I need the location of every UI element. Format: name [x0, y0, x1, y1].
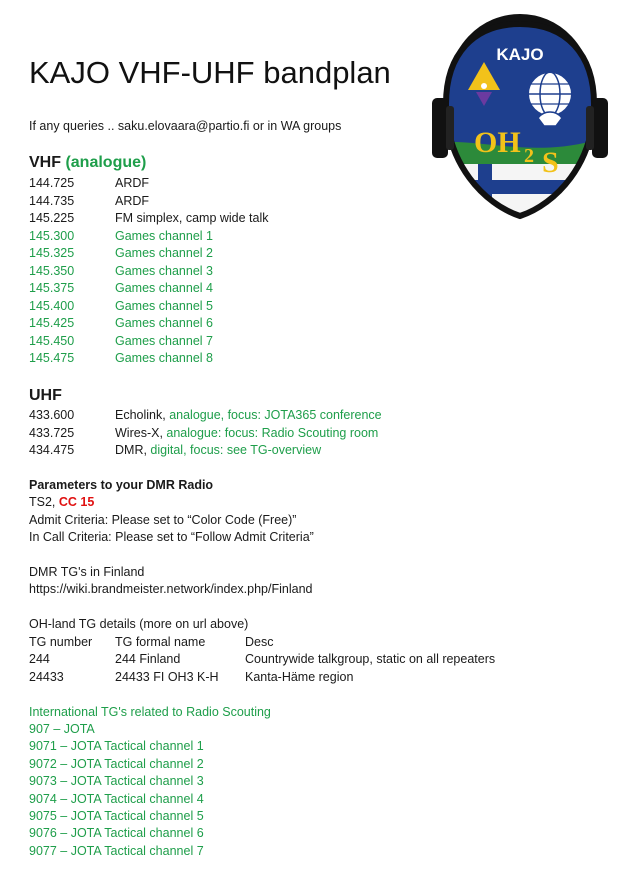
channel-frequency: 144.735 — [29, 193, 75, 208]
vhf-channel-row — [29, 194, 589, 209]
vhf-channel-row — [29, 211, 589, 226]
channel-frequency: 145.300 — [29, 228, 75, 243]
table-row — [29, 670, 589, 685]
channel-details — [115, 408, 382, 423]
channel-mode: DMR, — [115, 443, 151, 457]
list-item: 9071 – JOTA Tactical channel 1 — [29, 739, 204, 754]
dmr-timeslot-line — [29, 495, 94, 510]
brandmeister-url[interactable]: https://wiki.brandmeister.network/index.php/Finland — [29, 582, 313, 596]
page-title: KAJO VHF-UHF bandplan — [29, 55, 391, 90]
channel-description: ARDF — [115, 193, 150, 208]
col-tg-formal-name: TG formal name — [115, 635, 206, 649]
svg-text:KAJO: KAJO — [496, 45, 544, 64]
channel-frequency: 145.375 — [29, 281, 75, 295]
vhf-channel-row — [29, 334, 589, 349]
tg-number: 244 — [29, 652, 50, 666]
uhf-channel-row — [29, 426, 589, 441]
svg-text:2: 2 — [524, 145, 534, 167]
list-item: 9073 – JOTA Tactical channel 3 — [29, 774, 204, 789]
list-item: 9072 – JOTA Tactical channel 2 — [29, 756, 204, 771]
list-item: 9076 – JOTA Tactical channel 6 — [29, 826, 204, 841]
channel-frequency: 145.425 — [29, 316, 75, 330]
channel-description: Games channel 3 — [115, 263, 213, 278]
tg-desc: Countrywide talkgroup, static on all repeaters — [245, 652, 496, 666]
channel-description: Games channel 1 — [115, 228, 213, 243]
channel-frequency: 145.450 — [29, 333, 75, 348]
channel-frequency: 144.725 — [29, 176, 75, 190]
dmr-params-heading: Parameters to your DMR Radio — [29, 478, 214, 492]
vhf-heading-label: VHF — [29, 154, 61, 171]
svg-text:OH: OH — [474, 126, 521, 159]
uhf-heading: UHF — [29, 387, 62, 404]
channel-mode: Wires-X, — [115, 425, 167, 440]
channel-description: Games channel 6 — [115, 316, 213, 330]
vhf-channel-row — [29, 299, 589, 314]
channel-details — [115, 443, 321, 458]
ohland-heading: OH-land TG details (more on url above) — [29, 617, 249, 631]
col-desc: Desc — [245, 635, 274, 649]
channel-description: analogue: focus: Radio Scouting room — [166, 425, 379, 440]
channel-description: ARDF — [115, 176, 150, 190]
list-item: 9077 – JOTA Tactical channel 7 — [29, 843, 204, 858]
channel-description: Games channel 7 — [115, 333, 213, 348]
vhf-channel-row — [29, 264, 589, 279]
ohland-table-header — [29, 635, 589, 650]
channel-mode: Echolink, — [115, 408, 170, 422]
finland-tg-heading: DMR TG's in Finland — [29, 565, 145, 579]
vhf-channel-row — [29, 316, 589, 331]
vhf-channel-row — [29, 176, 589, 191]
channel-description: Games channel 8 — [115, 351, 213, 365]
tg-desc: Kanta-Häme region — [245, 670, 354, 684]
vhf-channel-row — [29, 351, 589, 366]
dmr-color-code: CC 15 — [58, 495, 95, 509]
dmr-timeslot: TS2, — [29, 495, 59, 509]
dmr-admit-criteria: Admit Criteria: Please set to “Color Code (Free)” — [29, 513, 297, 527]
channel-frequency: 433.600 — [29, 408, 75, 422]
channel-frequency: 145.350 — [29, 263, 75, 278]
list-item: 907 – JOTA — [29, 722, 95, 736]
channel-frequency: 145.475 — [29, 351, 75, 365]
dmr-incall-criteria: In Call Criteria: Please set to “Follow Admit Criteria” — [29, 530, 314, 544]
vhf-channel-row — [29, 281, 589, 296]
channel-description: digital, focus: see TG-overview — [150, 443, 322, 457]
tg-number: 24433 — [29, 670, 64, 684]
channel-description: Games channel 2 — [115, 246, 213, 260]
channel-description: analogue, focus: JOTA365 conference — [169, 408, 382, 422]
uhf-channel-row — [29, 408, 589, 423]
vhf-heading-note: (analogue) — [65, 154, 147, 171]
list-item: 9075 – JOTA Tactical channel 5 — [29, 809, 204, 823]
channel-frequency: 145.325 — [29, 246, 75, 260]
channel-description: Games channel 5 — [115, 298, 213, 313]
contact-info: If any queries .. saku.elovaara@partio.fi or in WA groups — [29, 119, 342, 133]
channel-frequency: 433.725 — [29, 425, 75, 440]
channel-frequency: 145.400 — [29, 298, 75, 313]
channel-frequency: 434.475 — [29, 443, 75, 457]
channel-description: FM simplex, camp wide talk — [115, 211, 269, 225]
channel-frequency: 145.225 — [29, 211, 75, 225]
vhf-channel-row — [29, 246, 589, 261]
tg-formal-name: 24433 FI OH3 K-H — [115, 670, 219, 684]
svg-text:S: S — [542, 146, 559, 179]
col-tg-number: TG number — [29, 635, 93, 649]
vhf-heading — [29, 153, 146, 172]
tg-formal-name: 244 Finland — [115, 652, 181, 666]
channel-details — [115, 426, 378, 441]
list-item: 9074 – JOTA Tactical channel 4 — [29, 791, 204, 806]
uhf-channel-row — [29, 443, 589, 458]
vhf-channel-row — [29, 229, 589, 244]
international-heading: International TG's related to Radio Scouting — [29, 705, 271, 719]
table-row — [29, 652, 589, 667]
channel-description: Games channel 4 — [115, 281, 213, 295]
